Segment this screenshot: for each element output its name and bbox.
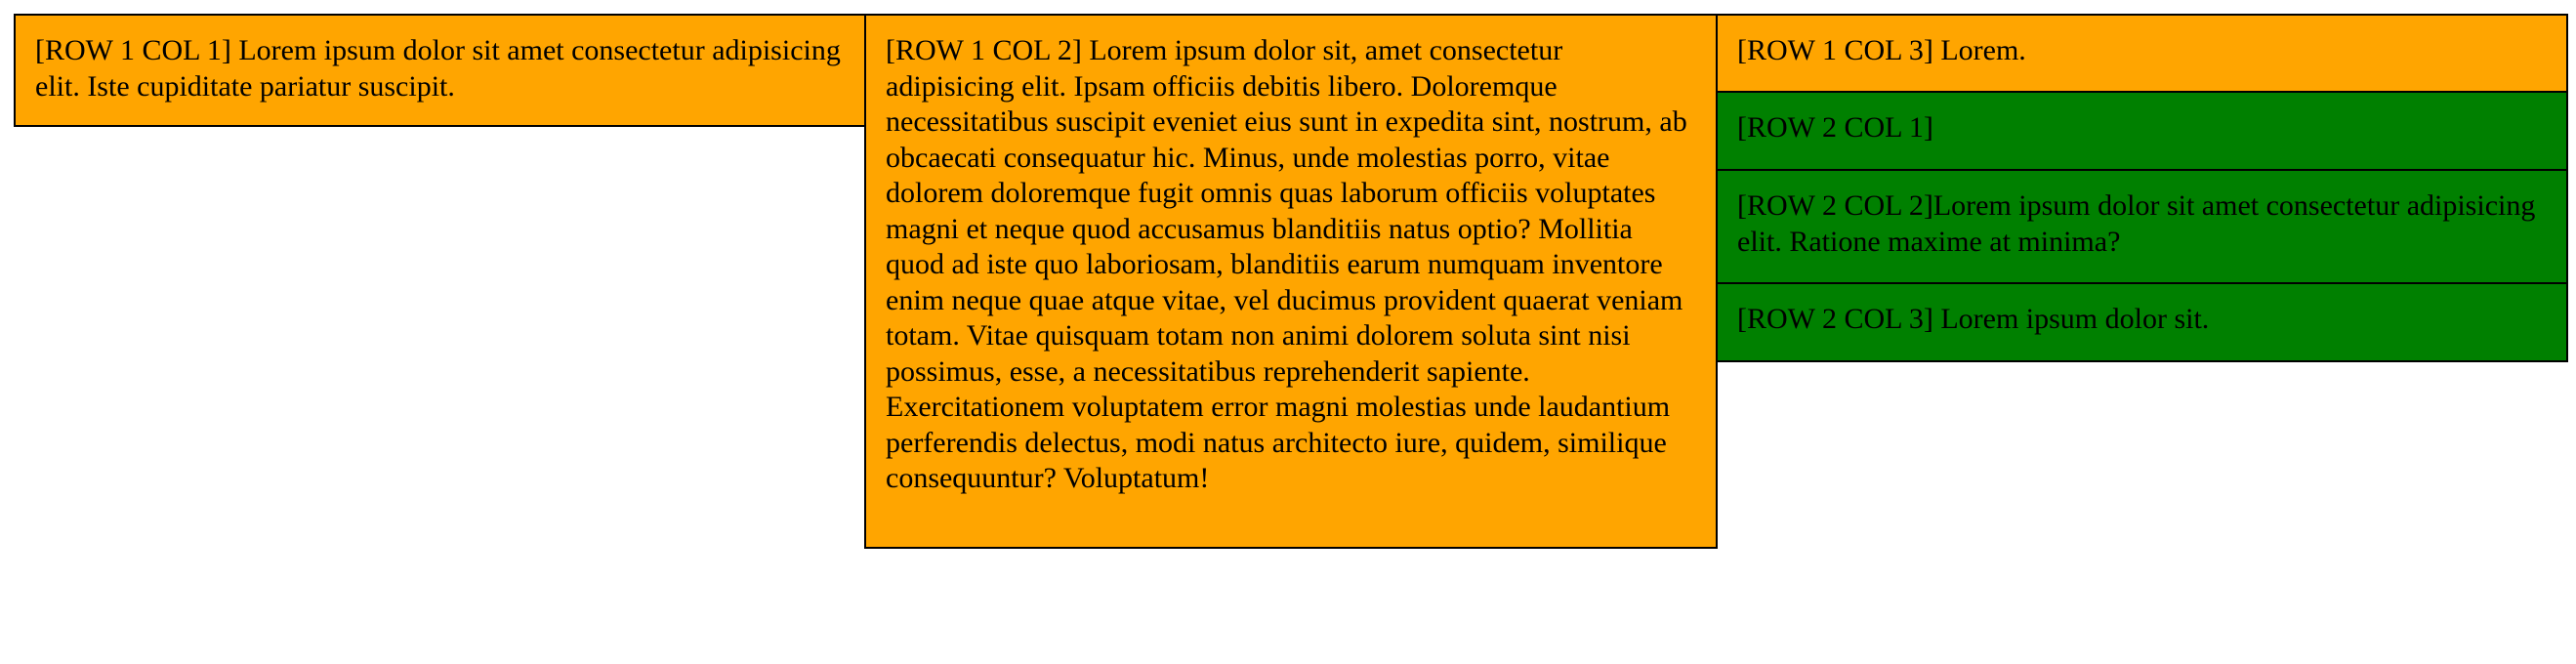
grid-cell-row1-col2: [ROW 1 COL 2] Lorem ipsum dolor sit, amet consectetur adipisicing elit. Ipsam officiis debitis libero. Doloremque necessitatibus suscipit eveniet eius sunt in expedita sint, nostrum, ab obcaecati consequatur hic. Minus, unde molestias porro, vitae dolorem doloremque fugit omnis quas laborum officiis voluptates magni et neque quod accusamus blanditiis natus optio? Mollitia quod ad iste quo laboriosam, blanditiis earum numquam inventore enim neque quae atque vitae, vel ducimus provident quaerat veniam totam. Vitae quisquam totam non animi dolorem soluta sint nisi possimus, esse, a necessitatibus reprehenderit sapiente. Exercitationem voluptatem error magni molestias unde laudantium perferendis delectus, modi natus architecto iure, quidem, similique consequuntur? Voluptatum!	[864, 14, 1718, 549]
grid-cell-row1-col1: [ROW 1 COL 1] Lorem ipsum dolor sit amet consectetur adipisicing elit. Iste cupiditate pariatur suscipit.	[14, 14, 866, 127]
grid-cell-row2-col2: [ROW 2 COL 2]Lorem ipsum dolor sit amet consectetur adipisicing elit. Ratione maxime at minima?	[1716, 169, 2568, 284]
grid-cell-row1-col3: [ROW 1 COL 3] Lorem.	[1716, 14, 2568, 93]
grid-cell-row2-col1: [ROW 2 COL 1]	[1716, 91, 2568, 171]
grid-cell-row2-col3: [ROW 2 COL 3] Lorem ipsum dolor sit.	[1716, 282, 2568, 362]
